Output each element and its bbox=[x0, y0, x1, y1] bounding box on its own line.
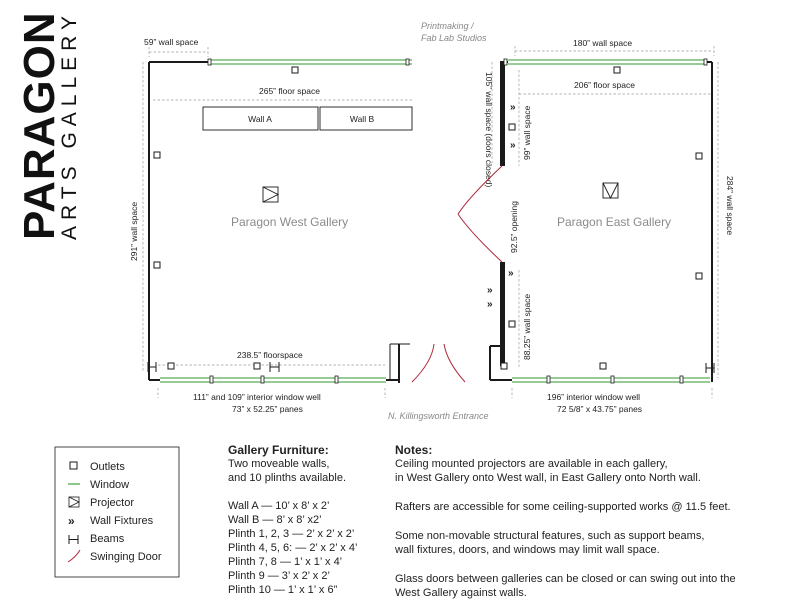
swinging-door-icon bbox=[412, 344, 434, 382]
outlet-icon bbox=[154, 152, 160, 158]
wall-b-label: Wall B bbox=[349, 114, 375, 124]
east-gallery-title: Paragon East Gallery bbox=[557, 215, 672, 229]
wall-fixture-icon: » bbox=[510, 102, 516, 113]
window-mullion bbox=[210, 376, 213, 383]
outlet-icon bbox=[292, 67, 298, 73]
outlet-icon bbox=[696, 273, 702, 279]
furniture-item: Wall A — 10’ x 8’ x 2’ bbox=[228, 500, 330, 512]
wall-fixture-icon: » bbox=[510, 140, 516, 151]
brand-logo bbox=[15, 10, 81, 240]
east-opening-label: 92.5” opening bbox=[509, 201, 519, 253]
west-left-wall-space: 291” wall space bbox=[129, 201, 139, 261]
swinging-door-icon bbox=[458, 214, 502, 262]
outlet-icon bbox=[70, 462, 77, 469]
note-line: Rafters are accessible for some ceiling-supported works @ 11.5 feet. bbox=[395, 501, 731, 513]
note-line: Ceiling mounted projectors are available in each gallery, bbox=[395, 458, 668, 470]
east-floor-space: 206” floor space bbox=[574, 80, 635, 90]
window-mullion bbox=[335, 376, 338, 383]
brand-name: PARAGON bbox=[15, 11, 64, 240]
notes-title: Notes: bbox=[395, 443, 433, 457]
legend-label-swinging-door: Swinging Door bbox=[90, 551, 162, 563]
brand-subtitle: ARTS GALLERY bbox=[58, 10, 81, 240]
west-window-info-2: 73” x 52.25” panes bbox=[232, 404, 303, 414]
swinging-door-icon bbox=[458, 166, 502, 214]
window-mullion bbox=[406, 59, 409, 65]
furniture-item: Plinth 1, 2, 3 — 2’ x 2’ x 2’ bbox=[228, 528, 355, 540]
furniture-item: Plinth 10 — 1’ x 1’ x 6” bbox=[228, 584, 338, 596]
west-gallery bbox=[129, 37, 412, 414]
legend-label-wall-fixtures: Wall Fixtures bbox=[90, 515, 154, 527]
outlet-icon bbox=[501, 363, 507, 369]
outlet-icon bbox=[614, 67, 620, 73]
swinging-door-icon bbox=[444, 344, 465, 382]
projector-icon bbox=[69, 497, 79, 507]
legend-label-projector: Projector bbox=[90, 497, 135, 509]
furniture-intro-1: Two moveable walls, bbox=[228, 458, 330, 470]
note-line: in West Gallery onto West wall, in East Gallery onto North wall. bbox=[395, 472, 701, 484]
east-right-wall-space: 284” wall space bbox=[725, 176, 735, 236]
entrance-label: N. Killingsworth Entrance bbox=[388, 411, 489, 421]
note-line: Some non-movable structural features, such as support beams, bbox=[395, 530, 705, 542]
furniture-intro-2: and 10 plinths available. bbox=[228, 472, 347, 484]
legend-label-beams: Beams bbox=[90, 533, 125, 545]
outlet-icon bbox=[154, 262, 160, 268]
outlet-icon bbox=[509, 321, 515, 327]
wall-fixture-icon: » bbox=[68, 514, 75, 528]
west-top-wall-space: 59” wall space bbox=[144, 37, 199, 47]
east-gallery bbox=[484, 38, 735, 414]
west-window-info-1: 111” and 109” interior window well bbox=[193, 392, 321, 402]
notes-section bbox=[394, 443, 736, 599]
adjacent-space-label-1: Printmaking / bbox=[421, 21, 474, 31]
furniture-item: Plinth 7, 8 — 1’ x 1’ x 4’ bbox=[228, 556, 343, 568]
projector-icon bbox=[263, 187, 278, 202]
note-line: wall fixtures, doors, and windows may limit wall space. bbox=[395, 544, 660, 556]
legend-label-window: Window bbox=[90, 479, 130, 491]
wall-fixture-icon: » bbox=[508, 268, 514, 279]
wall-fixture-icon: » bbox=[487, 285, 493, 296]
east-window-info-1: 196” interior window well bbox=[547, 392, 641, 402]
legend-label-outlets: Outlets bbox=[90, 461, 125, 473]
note-line: West Gallery against walls. bbox=[395, 587, 527, 599]
furniture-section bbox=[228, 443, 357, 596]
east-top-windows bbox=[504, 59, 707, 65]
east-lower-partition bbox=[500, 262, 505, 366]
west-bottom-windows bbox=[160, 376, 386, 383]
note-line: Glass doors between galleries can be closed or can swing out into the bbox=[395, 573, 736, 585]
wall-fixture-icon: » bbox=[487, 299, 493, 310]
east-upper-partition bbox=[500, 62, 505, 166]
furniture-item: Plinth 9 — 3’ x 2’ x 2’ bbox=[228, 570, 330, 582]
window-mullion bbox=[547, 376, 550, 383]
wall-a-label: Wall A bbox=[248, 114, 272, 124]
outlet-icon bbox=[696, 153, 702, 159]
outlet-icon bbox=[254, 363, 260, 369]
west-floor-space: 265” floor space bbox=[259, 86, 320, 96]
outlet-icon bbox=[600, 363, 606, 369]
east-bottom-windows bbox=[512, 376, 710, 383]
east-window-info-2: 72 5/8” x 43.75” panes bbox=[557, 404, 643, 414]
window-mullion bbox=[704, 59, 707, 65]
legend bbox=[55, 447, 179, 577]
beam-icon bbox=[270, 362, 279, 372]
east-lower-wall-space: 88.25” wall space bbox=[522, 293, 532, 360]
east-top-wall-space: 180” wall space bbox=[573, 38, 633, 48]
window-mullion bbox=[208, 59, 211, 65]
furniture-title: Gallery Furniture: bbox=[228, 443, 329, 457]
window-mullion bbox=[504, 59, 507, 65]
adjacent-space-label-2: Fab Lab Studios bbox=[421, 33, 487, 43]
projector-icon bbox=[603, 183, 618, 198]
window-mullion bbox=[680, 376, 683, 383]
outlet-icon bbox=[168, 363, 174, 369]
window-mullion bbox=[611, 376, 614, 383]
east-upper-wall-space: 99” wall space bbox=[522, 105, 532, 160]
furniture-item: Wall B — 8’ x 8’ x2’ bbox=[228, 514, 322, 526]
west-bottom-floorspace: 238.5” floorspace bbox=[237, 350, 303, 360]
west-gallery-title: Paragon West Gallery bbox=[231, 215, 349, 229]
east-door-wall-space: 105” wall space (doors closed) bbox=[484, 72, 494, 188]
outlet-icon bbox=[509, 124, 515, 130]
west-top-windows bbox=[208, 59, 412, 65]
window-mullion bbox=[261, 376, 264, 383]
furniture-item: Plinth 4, 5, 6: — 2’ x 2’ x 4’ bbox=[228, 542, 358, 554]
